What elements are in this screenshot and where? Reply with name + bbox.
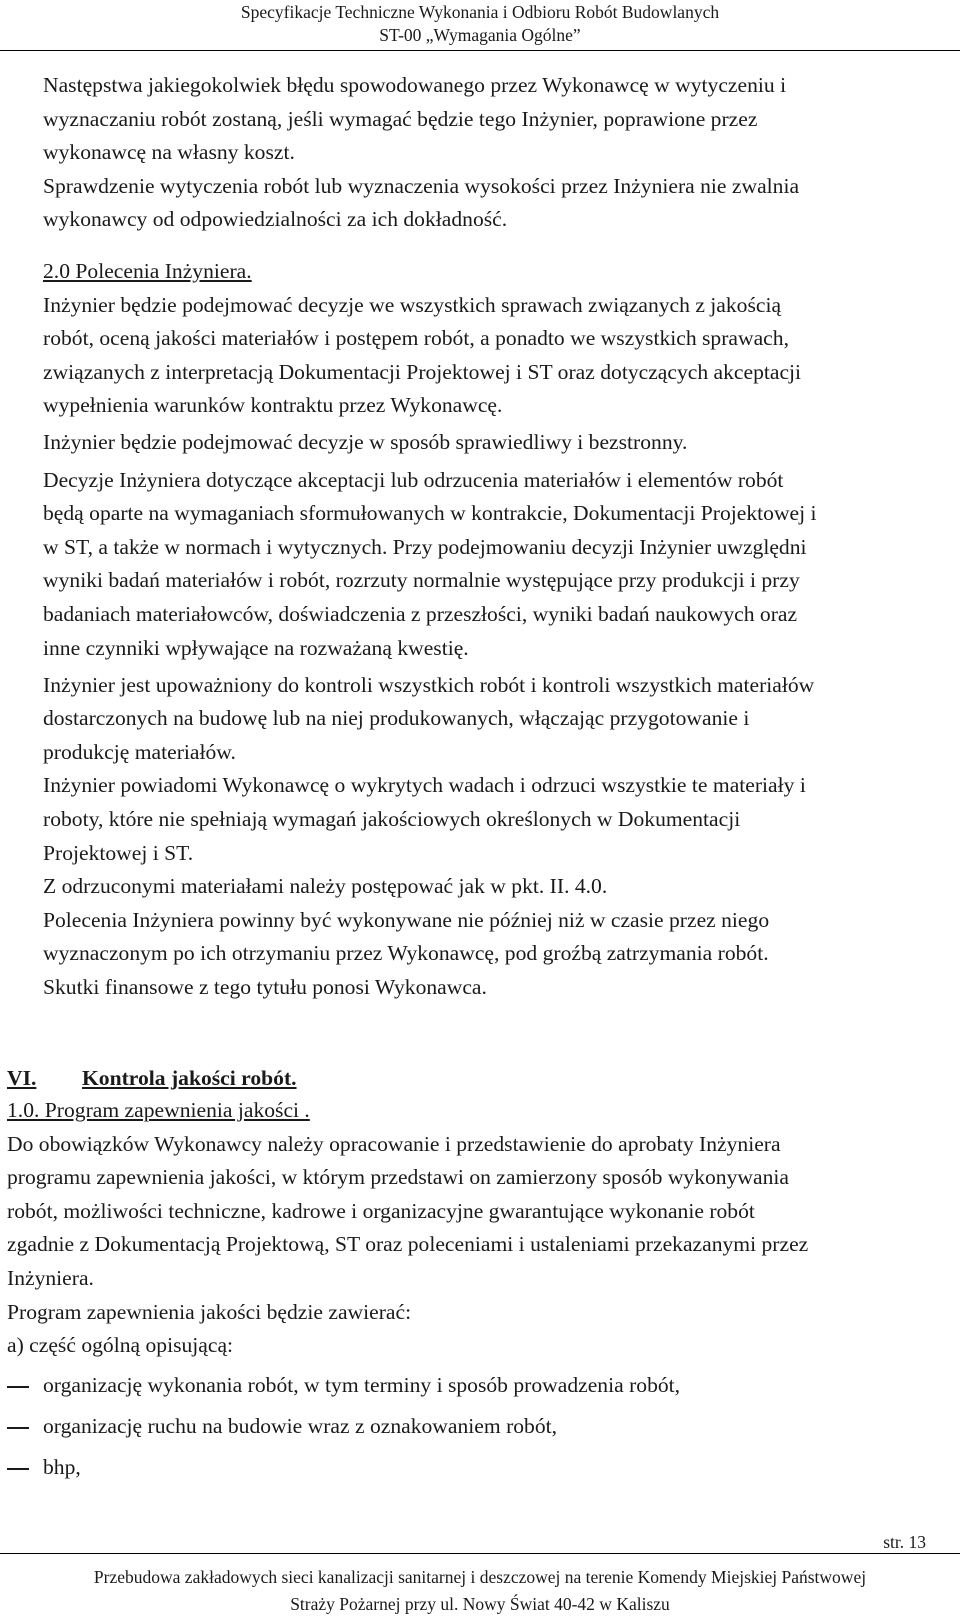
list-item [7,1410,808,1451]
intro-line: Następstwa jakiegokolwiek błędu spowodowanego przez Wykonawcę w wytyczeniu i [43,73,787,97]
intro-line: wyznaczaniu robót zostaną, jeśli wymagać będzie tego Inżynier, poprawione przez [43,106,758,131]
paragraph-line: Polecenia Inżyniera powinny być wykonywane nie później niż w czasie przez niego [43,907,770,932]
dash-bullet-icon [7,1386,29,1388]
dash-bullet-icon [7,1468,29,1470]
chapter-title: Kontrola jakości robót. [82,1066,297,1090]
running-header-title: Specyfikacje Techniczne Wykonania i Odbioru Robót Budowlanych [240,2,720,22]
section-heading-program: 1.0. Program zapewnienia jakości . [7,1098,310,1122]
list-item [7,1451,808,1492]
paragraph-line: Decyzje Inżyniera dotyczące akceptacji lub odrzucenia materiałów i elementów robót [43,467,784,492]
paragraph-line: wyznaczonym po ich otrzymaniu przez Wykonawcę, pod groźbą zatrzymania robót. [43,941,769,966]
paragraph-line: będą oparte na wymaganiach sformułowanych w kontrakcie, Dokumentacji Projektowej i [43,501,817,526]
paragraph-line: wyniki badań materiałów i robót, rozrzuty normalnie występujące przy produkcji i przy [43,568,800,593]
intro-line: Sprawdzenie wytyczenia robót lub wyznaczenia wysokości przez Inżyniera nie zwalnia [43,173,800,198]
paragraph-line: programu zapewnienia jakości, w którym przedstawi on zamierzony sposób wykonywania [7,1165,789,1190]
footer-line: Przebudowa zakładowych sieci kanalizacji sanitarnej i deszczowej na terenie Komendy Miejskiej Państwowej [93,1567,867,1587]
paragraph-line: zgadnie z Dokumentacją Projektową, ST oraz poleceniami i ustaleniami przekazanymi przez [7,1232,809,1257]
paragraph-line: Program zapewnienia jakości będzie zawierać: [7,1299,412,1324]
paragraph-line: a) część ogólną opisującą: [7,1333,234,1358]
paragraph-line: roboty, które nie spełniają wymagań jakościowych określonych w Dokumentacji [43,806,741,831]
footer-divider [0,1553,960,1554]
paragraph-line: Inżynier powiadomi Wykonawcę o wykrytych wadach i odrzuci wszystkie te materiały i [43,773,806,798]
paragraph-line: robót, możliwości techniczne, kadrowe i organizacyjne gwarantujące wykonanie robót [7,1198,755,1223]
paragraph-line: produkcję materiałów. [43,739,236,764]
paragraph-line: Inżynier będzie podejmować decyzje we wszystkich sprawach związanych z jakością [43,292,782,317]
paragraph-line: wypełnienia warunków kontraktu przez Wykonawcę. [43,393,503,418]
paragraph-line: Inżynier jest upoważniony do kontroli wszystkich robót i kontroli wszystkich materiałów [43,672,815,697]
intro-line: wykonawcy od odpowiedzialności za ich dokładność. [43,207,508,232]
section-heading-polecenia: 2.0 Polecenia Inżyniera. [43,258,252,283]
paragraph-line: Inżyniera. [7,1265,94,1290]
paragraph-line: Skutki finansowe z tego tytułu ponosi Wykonawca. [43,974,487,999]
paragraph-line: Do obowiązków Wykonawcy należy opracowanie i przedstawienie do aprobaty Inżyniera [7,1131,781,1156]
paragraph-line: dostarczonych na budowę lub na niej produkowanych, włączając przygotowanie i [43,706,750,731]
paragraph-line: badaniach materiałowców, doświadczenia z przeszłości, wyniki badań naukowych oraz [43,601,798,626]
paragraph-line: związanych z interpretacją Dokumentacji Projektowej i ST oraz dotyczących akceptacji [43,359,802,384]
header-divider [0,50,960,51]
intro-line: wykonawcę na własny koszt. [43,140,295,165]
paragraph-line: Z odrzuconymi materiałami należy postępować jak w pkt. II. 4.0. [43,874,608,899]
list-item-text: organizację ruchu na budowie wraz z oznakowaniem robót, [43,1413,558,1438]
footer-line: Straży Pożarnej przy ul. Nowy Świat 40-42 w Kaliszu [290,1594,670,1614]
list-item [7,1369,808,1410]
list-item-text: organizację wykonania robót, w tym terminy i sposób prowadzenia robót, [43,1372,681,1397]
dash-bullet-icon [7,1427,29,1429]
paragraph-line: inne czynniki wpływające na rozważaną kwestię. [43,635,469,660]
paragraph-line: robót, oceną jakości materiałów i postępem robót, a ponadto we wszystkich sprawach, [43,326,789,351]
section-1-0 [7,1094,808,1492]
paragraph-line: w ST, a także w normach i wytycznych. Przy podejmowaniu decyzji Inżynier uwzględni [43,534,807,559]
paragraph-line: Inżynier będzie podejmować decyzje w sposób sprawiedliwy i bezstronny. [43,430,688,455]
list-item-text: bhp, [43,1454,81,1479]
paragraph-line: Projektowej i ST. [43,840,194,865]
chapter-number: VI. [7,1066,37,1090]
running-header-subtitle: ST-00 „Wymagania Ogólne” [379,25,581,45]
section-intro-and-2-0 [43,69,817,1005]
page-number: str. 13 [883,1532,926,1552]
